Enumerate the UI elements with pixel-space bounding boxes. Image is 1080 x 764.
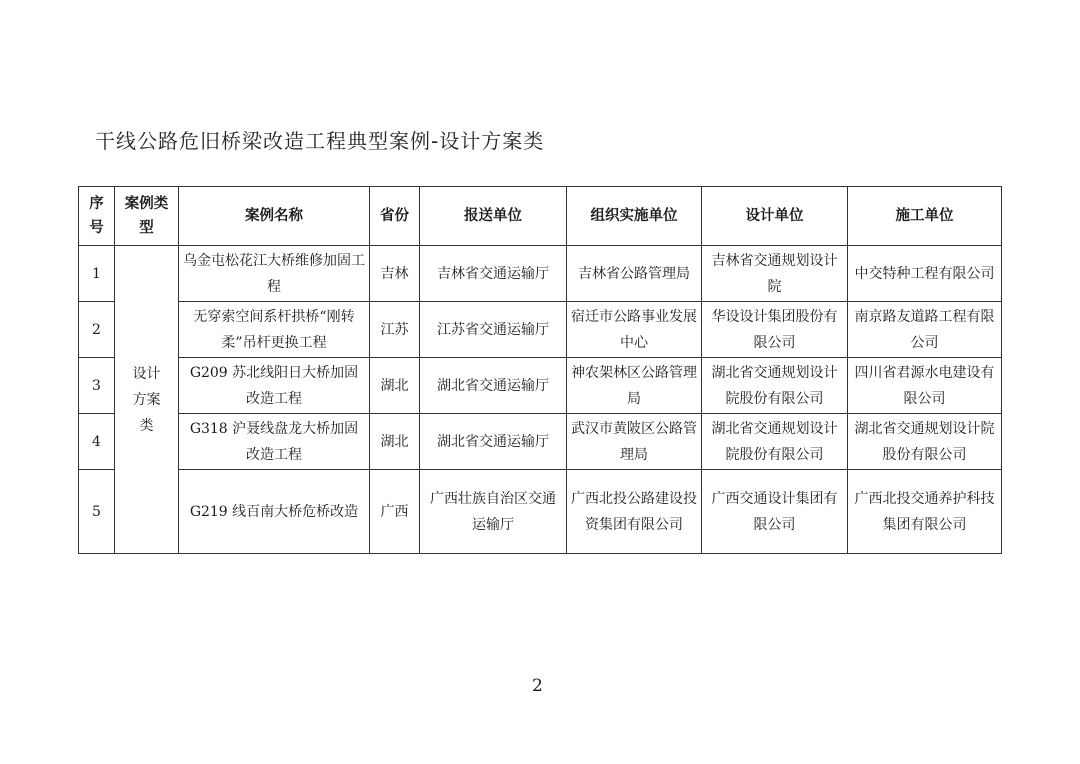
cell-designer: 湖北省交通规划设计院股份有限公司 [702, 414, 848, 470]
cell-organizer: 宿迁市公路事业发展中心 [567, 302, 702, 358]
cell-submitter: 湖北省交通运输厅 [420, 358, 567, 414]
header-index: 序号 [79, 187, 115, 246]
cell-name: G219 线百南大桥危桥改造 [179, 470, 370, 554]
cell-province: 湖北 [370, 358, 420, 414]
cell-builder: 湖北省交通规划设计院股份有限公司 [848, 414, 1002, 470]
cell-builder: 四川省君源水电建设有限公司 [848, 358, 1002, 414]
cell-name: 乌金屯松花江大桥维修加固工程 [179, 246, 370, 302]
header-organizer: 组织实施单位 [567, 187, 702, 246]
cell-organizer: 广西北投公路建设投资集团有限公司 [567, 470, 702, 554]
cell-builder: 南京路友道路工程有限公司 [848, 302, 1002, 358]
cell-name: 无穿索空间系杆拱桥“刚转柔”吊杆更换工程 [179, 302, 370, 358]
page-number: 2 [532, 676, 543, 696]
cell-organizer: 吉林省公路管理局 [567, 246, 702, 302]
cell-builder: 广西北投交通养护科技集团有限公司 [848, 470, 1002, 554]
cell-index: 5 [79, 470, 115, 554]
table-row [79, 470, 1002, 554]
case-table [78, 186, 1002, 554]
header-province: 省份 [370, 187, 420, 246]
header-submitter: 报送单位 [420, 187, 567, 246]
cell-province: 江苏 [370, 302, 420, 358]
cell-index: 3 [79, 358, 115, 414]
cell-province: 吉林 [370, 246, 420, 302]
table-header-row [79, 187, 1002, 246]
header-designer: 设计单位 [702, 187, 848, 246]
header-name: 案例名称 [179, 187, 370, 246]
cell-builder: 中交特种工程有限公司 [848, 246, 1002, 302]
cell-designer: 吉林省交通规划设计院 [702, 246, 848, 302]
cell-submitter: 广西壮族自治区交通运输厅 [420, 470, 567, 554]
table-row [79, 246, 1002, 302]
cell-submitter: 江苏省交通运输厅 [420, 302, 567, 358]
cell-province: 湖北 [370, 414, 420, 470]
cell-index: 2 [79, 302, 115, 358]
header-type: 案例类型 [115, 187, 179, 246]
table-row [79, 358, 1002, 414]
cell-designer: 湖北省交通规划设计院股份有限公司 [702, 358, 848, 414]
document-title: 干线公路危旧桥梁改造工程典型案例-设计方案类 [95, 129, 545, 153]
cell-province: 广西 [370, 470, 420, 554]
cell-index: 4 [79, 414, 115, 470]
cell-organizer: 神农架林区公路管理局 [567, 358, 702, 414]
cell-submitter: 湖北省交通运输厅 [420, 414, 567, 470]
cell-name: G209 苏北线阳日大桥加固改造工程 [179, 358, 370, 414]
cell-name: G318 沪聂线盘龙大桥加固改造工程 [179, 414, 370, 470]
header-builder: 施工单位 [848, 187, 1002, 246]
cell-submitter: 吉林省交通运输厅 [420, 246, 567, 302]
cell-designer: 广西交通设计集团有限公司 [702, 470, 848, 554]
cell-index: 1 [79, 246, 115, 302]
cell-category: 设计方案类 [115, 246, 179, 554]
table-row [79, 414, 1002, 470]
cell-organizer: 武汉市黄陂区公路管理局 [567, 414, 702, 470]
table-row [79, 302, 1002, 358]
cell-designer: 华设设计集团股份有限公司 [702, 302, 848, 358]
